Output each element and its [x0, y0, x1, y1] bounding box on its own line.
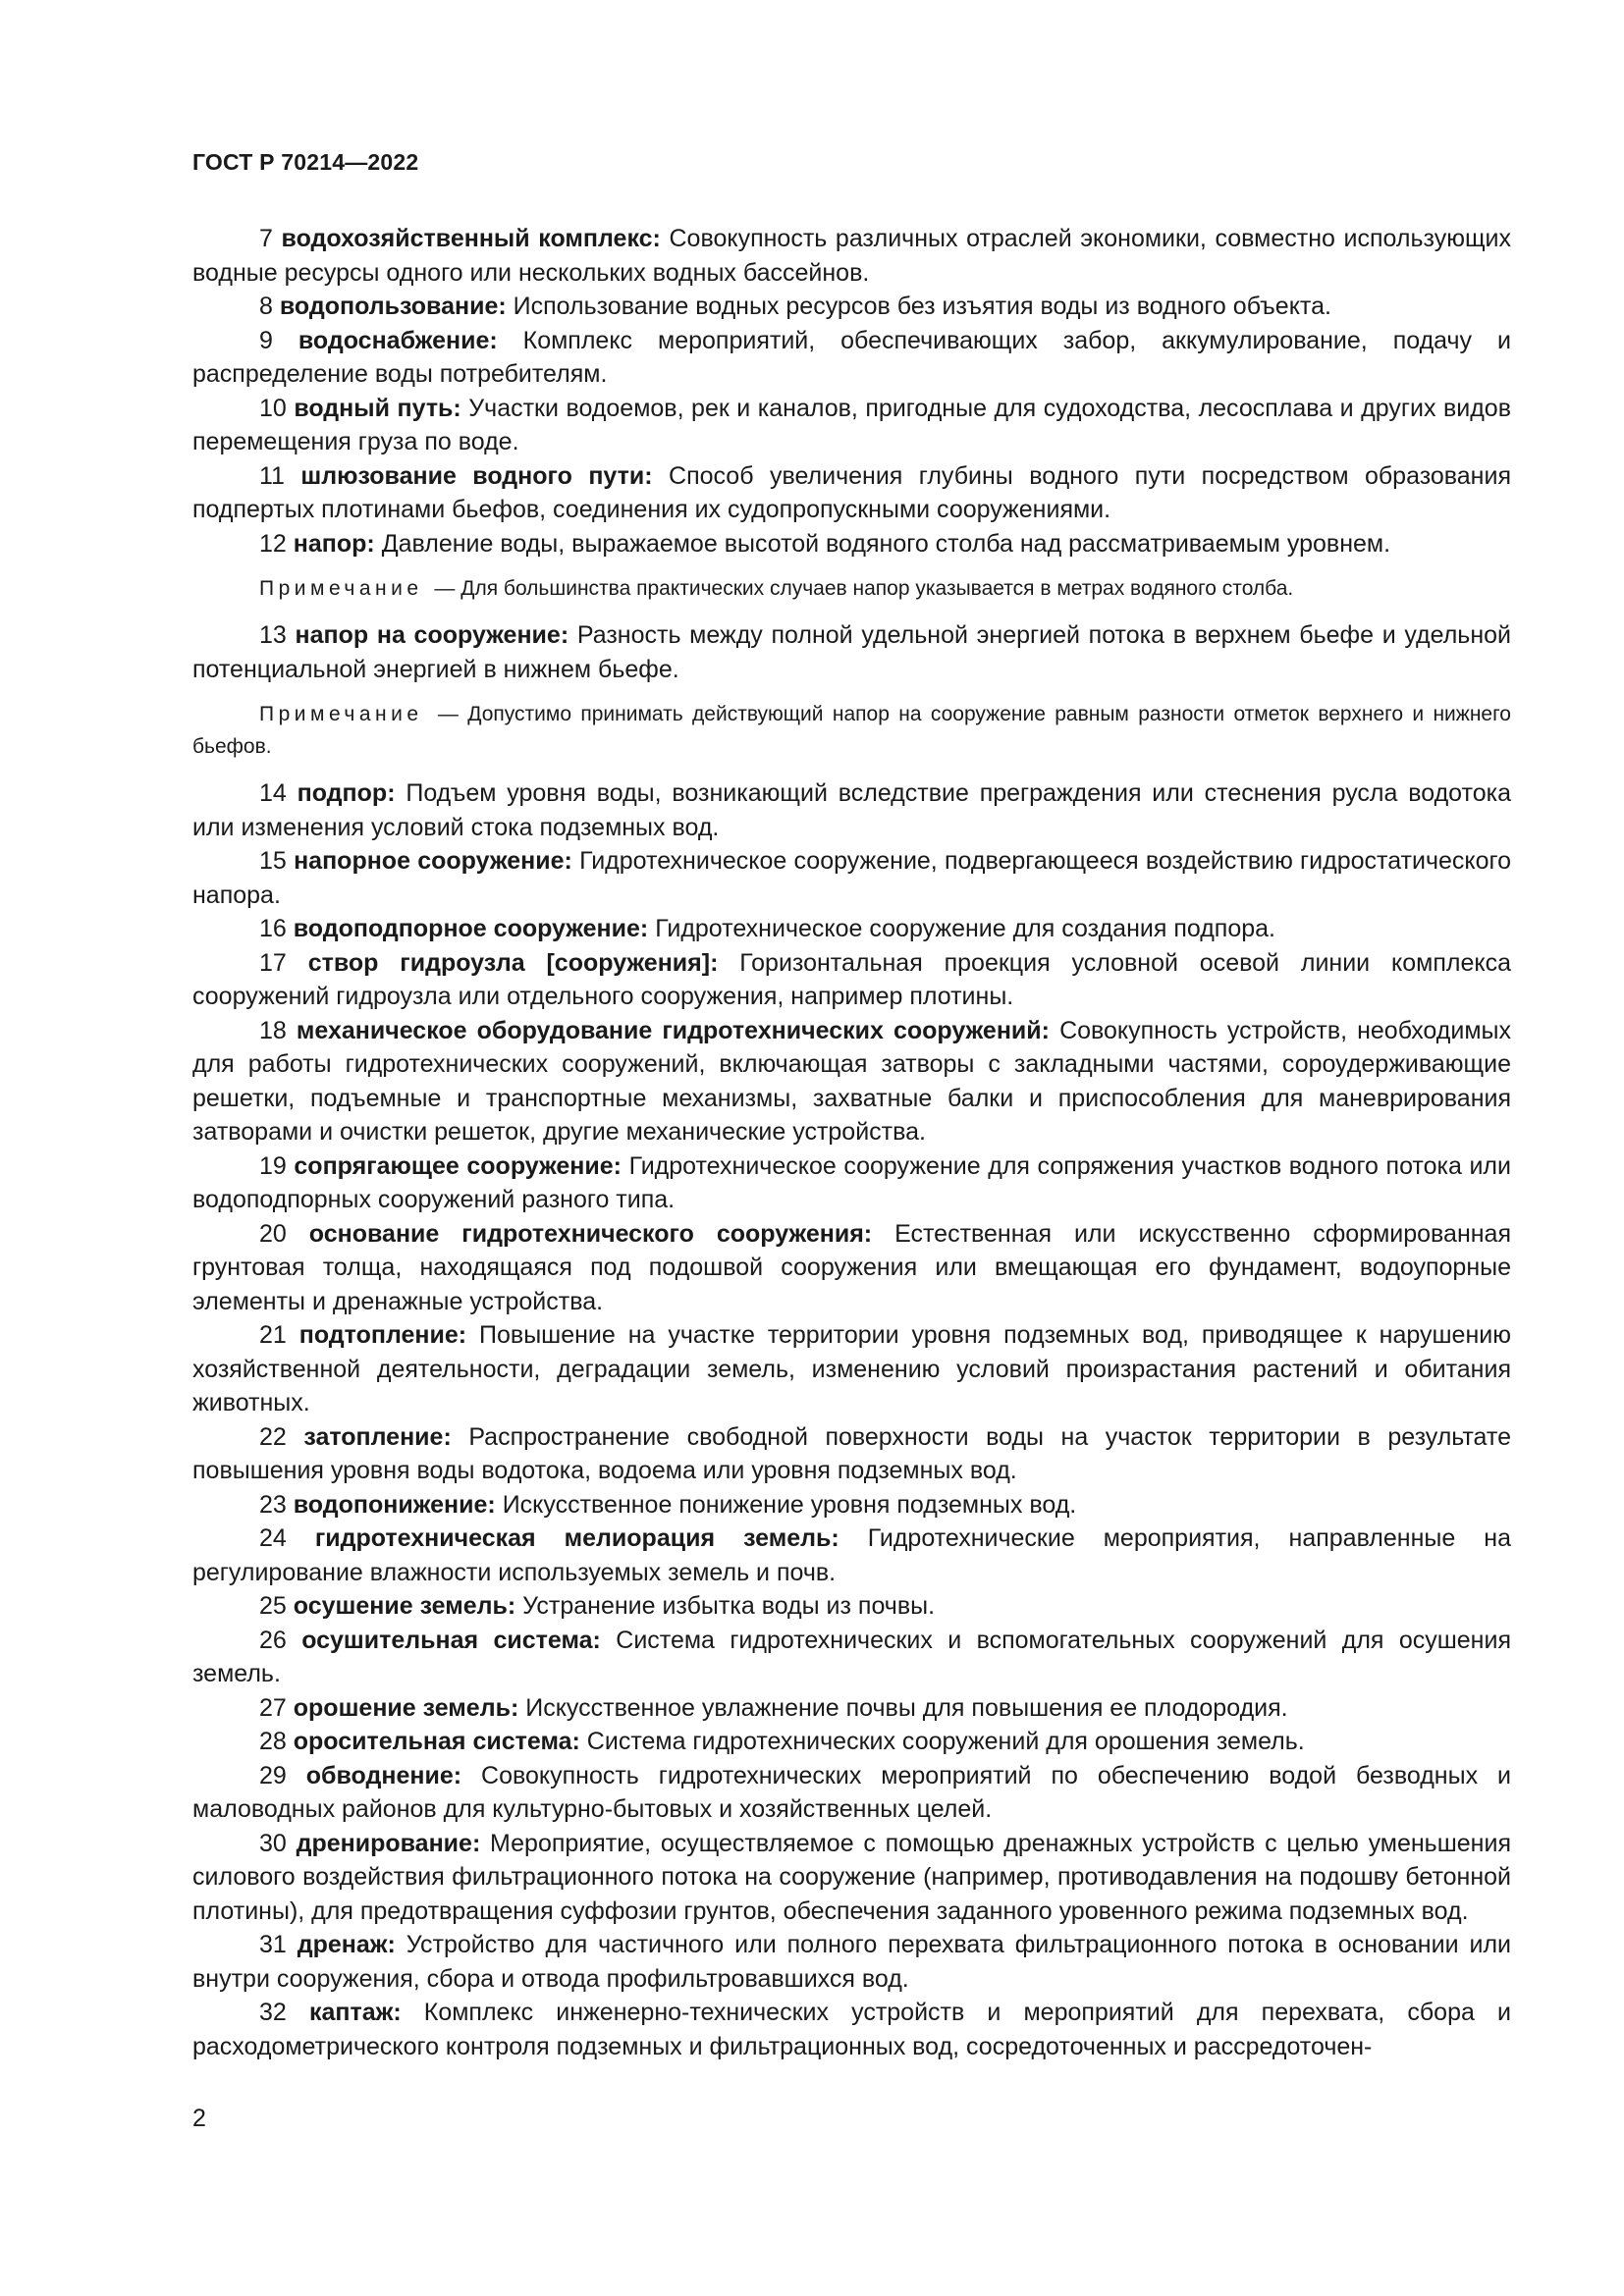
term-entry-7 [192, 222, 1511, 290]
term-definition: Гидротехническое сооружение для создания подпора. [655, 915, 1275, 942]
term-entry-20 [192, 1217, 1511, 1319]
term-entry-18 [192, 1014, 1511, 1149]
note-label: Примечание [259, 703, 423, 725]
term-title: напорное сооружение: [294, 847, 572, 875]
term-title: водопользование: [279, 293, 507, 320]
term-definition: Горизонтальная проекция условной осевой линии комплекса сооружений гидроузла или отдельного сооружения, например плотины. [192, 948, 1511, 1010]
term-title: водоснабжение: [298, 326, 498, 354]
term-title: водоподпорное сооружение: [293, 915, 649, 942]
term-definition: Комплекс мероприятий, обеспечивающих забор, аккумулирование, подачу и распределение воды потребителям. [192, 326, 1511, 388]
term-number: 17 [259, 948, 287, 977]
term-entry-8 [192, 290, 1511, 324]
term-entry-26 [192, 1624, 1511, 1691]
term-definition: Совокупность различных отраслей экономики, совместно использующих водные ресурсы одного или нескольких водных бассейнов. [192, 225, 1511, 287]
term-entry-29 [192, 1759, 1511, 1827]
term-title: каптаж: [308, 1999, 402, 2026]
term-number: 23 [259, 1490, 287, 1519]
term-title: осушительная система: [301, 1626, 601, 1654]
term-definition: Устранение избытка воды из почвы. [522, 1592, 936, 1620]
term-definition: Гидротехнические мероприятия, направленные на регулирование влажности используемых земель и почв. [192, 1524, 1511, 1586]
term-number: 32 [259, 1999, 287, 2026]
term-number: 31 [259, 1931, 287, 1958]
term-entry-28 [192, 1725, 1511, 1759]
term-entry-11 [192, 459, 1511, 527]
term-number: 24 [259, 1524, 287, 1552]
term-definition: Гидротехническое сооружение, подвергающееся воздействию гидростатического напора. [192, 847, 1511, 909]
term-title: подтопление: [298, 1321, 467, 1349]
term-definition: Искусственное увлажнение почвы для повышения ее плодородия. [525, 1693, 1288, 1722]
note-1 [192, 572, 1511, 605]
term-number: 14 [259, 779, 287, 807]
term-title: водный путь: [294, 394, 461, 422]
term-title: водохозяйственный комплекс: [281, 225, 661, 252]
term-definition: Распространение свободной поверхности воды на участок территории в результате повышения уровня воды водотока, водоема или уровня подземных вод. [192, 1422, 1511, 1484]
term-number: 25 [259, 1592, 287, 1620]
term-definition: Система гидротехнических сооружений для орошения земель. [586, 1728, 1305, 1755]
term-definition: Разность между полной удельной энергией потока в верхнем бьефе и удельной потенциальной энергией в нижнем бьефе. [192, 621, 1512, 683]
term-title: осушение земель: [293, 1592, 516, 1620]
term-entry-31 [192, 1928, 1511, 1996]
term-definition: Давление воды, выражаемое высотой водяного столба над рассматриваемым уровнем. [381, 529, 1391, 558]
term-number: 15 [259, 847, 287, 875]
page-number: 2 [192, 2105, 206, 2132]
note-2 [192, 698, 1511, 763]
term-definition: Устройство для частичного или полного перехвата фильтрационного потока в основании или внутри сооружения, сбора и отвода профильтровавшихся вод. [192, 1931, 1511, 1993]
term-definition: Способ увеличения глубины водного пути посредством образования подпертых плотинами бьефов, соединения их судопропускными сооружениями. [192, 461, 1511, 523]
note-text: — Допустимо принимать действующий напор на сооружение равным разности отметок верхнего и нижнего бьефов. [192, 703, 1511, 758]
term-number: 9 [259, 326, 273, 354]
term-number: 20 [259, 1219, 287, 1248]
term-number: 28 [259, 1728, 287, 1755]
term-definition: Естественная или искусственно сформированная грунтовая толща, находящаяся под подошвой сооружения или вмещающая его фундамент, водоупорные элементы и дренажные устройства. [192, 1219, 1511, 1315]
term-definition: Искусственное понижение уровня подземных вод. [502, 1490, 1077, 1519]
term-definition: Использование водных ресурсов без изъятия воды из водного объекта. [513, 293, 1331, 320]
term-title: обводнение: [305, 1761, 462, 1789]
document-body [192, 222, 1511, 2063]
term-entry-21 [192, 1318, 1511, 1420]
term-definition: Гидротехническое сооружение для сопряжения участков водного потока или водоподпорных сооружений разного типа. [192, 1151, 1511, 1213]
term-entry-32 [192, 1996, 1511, 2063]
term-entry-22 [192, 1420, 1511, 1488]
term-title: шлюзование водного пути: [300, 461, 653, 490]
term-title: оросительная система: [293, 1728, 580, 1755]
term-number: 29 [259, 1761, 287, 1789]
document-code-header: ГОСТ Р 70214—2022 [192, 149, 419, 175]
term-title: водопонижение: [293, 1490, 496, 1519]
term-title: гидротехническая мелиорация земель: [314, 1524, 839, 1552]
term-number: 10 [259, 394, 287, 422]
term-entry-23 [192, 1488, 1511, 1522]
term-definition: Повышение на участке территории уровня подземных вод, приводящее к нарушению хозяйственной деятельности, деградации земель, изменению условий произрастания растений и обитания животных. [192, 1321, 1511, 1416]
term-title: подпор: [297, 779, 396, 807]
term-number: 16 [259, 915, 287, 942]
term-entry-19 [192, 1149, 1511, 1217]
term-title: затопление: [303, 1422, 452, 1451]
term-entry-12 [192, 527, 1511, 561]
term-entry-15 [192, 844, 1511, 912]
term-title: дренирование: [296, 1829, 481, 1857]
term-title: напор на сооружение: [295, 621, 569, 649]
term-number: 26 [259, 1626, 287, 1654]
term-number: 19 [259, 1151, 287, 1180]
term-number: 27 [259, 1693, 287, 1722]
term-number: 13 [259, 621, 287, 649]
term-number: 12 [259, 529, 287, 558]
term-definition: Совокупность устройств, необходимых для работы гидротехнических сооружений, включающая затворы с закладными частями, сороудерживающие решетки, подъемные и транспортные механизмы, захватные балки и приспособления для маневрирования затворами и очистки решеток, другие механические устройства. [192, 1016, 1511, 1146]
term-number: 11 [259, 461, 285, 490]
note-text: — Для большинства практических случаев напор указывается в метрах водяного столба. [434, 577, 1294, 600]
term-entry-9 [192, 324, 1511, 392]
term-definition: Участки водоемов, рек и каналов, пригодные для судоходства, лесосплава и других видов перемещения груза по воде. [192, 394, 1511, 455]
note-label: Примечание [259, 577, 423, 600]
term-entry-30 [192, 1827, 1511, 1929]
term-number: 7 [259, 225, 273, 252]
term-entry-24 [192, 1522, 1511, 1589]
term-definition: Система гидротехнических и вспомогательных сооружений для осушения земель. [192, 1626, 1511, 1687]
term-entry-10 [192, 392, 1511, 459]
term-entry-14 [192, 776, 1511, 844]
term-title: механическое оборудование гидротехнических сооружений: [296, 1016, 1050, 1044]
term-number: 18 [259, 1016, 287, 1044]
term-title: орошение земель: [293, 1693, 519, 1722]
term-entry-25 [192, 1589, 1511, 1624]
term-definition: Совокупность гидротехнических мероприятий по обеспечению водой безводных и маловодных районов для культурно-бытовых и хозяйственных целей. [192, 1761, 1511, 1823]
term-entry-17 [192, 946, 1511, 1014]
term-title: основание гидротехнического сооружения: [308, 1219, 873, 1248]
term-entry-27 [192, 1691, 1511, 1726]
term-title: дренаж: [297, 1931, 396, 1958]
term-definition: Мероприятие, осуществляемое с помощью дренажных устройств с целью уменьшения силового воздействия фильтрационного потока на сооружение (например, противодавления на подошву бетонной плотины), для предотвращения суффозии грунтов, обеспечения заданного уровенного режима подземных вод. [192, 1829, 1511, 1925]
term-number: 21 [259, 1321, 287, 1349]
term-title: напор: [293, 529, 375, 558]
term-title: створ гидроузла [сооружения]: [307, 948, 719, 977]
term-title: сопрягающее сооружение: [294, 1151, 622, 1180]
term-number: 30 [259, 1829, 287, 1857]
term-number: 22 [259, 1422, 287, 1451]
term-definition: Подъем уровня воды, возникающий вследствие преграждения или стеснения русла водотока или изменения условий стока подземных вод. [192, 779, 1511, 841]
term-entry-13 [192, 618, 1511, 686]
term-definition: Комплекс инженерно-технических устройств и мероприятий для перехвата, сбора и расходометрического контроля подземных и фильтрационных вод, сосредоточенных и рассредоточен- [192, 1999, 1511, 2060]
term-entry-16 [192, 912, 1511, 946]
term-number: 8 [259, 293, 273, 320]
